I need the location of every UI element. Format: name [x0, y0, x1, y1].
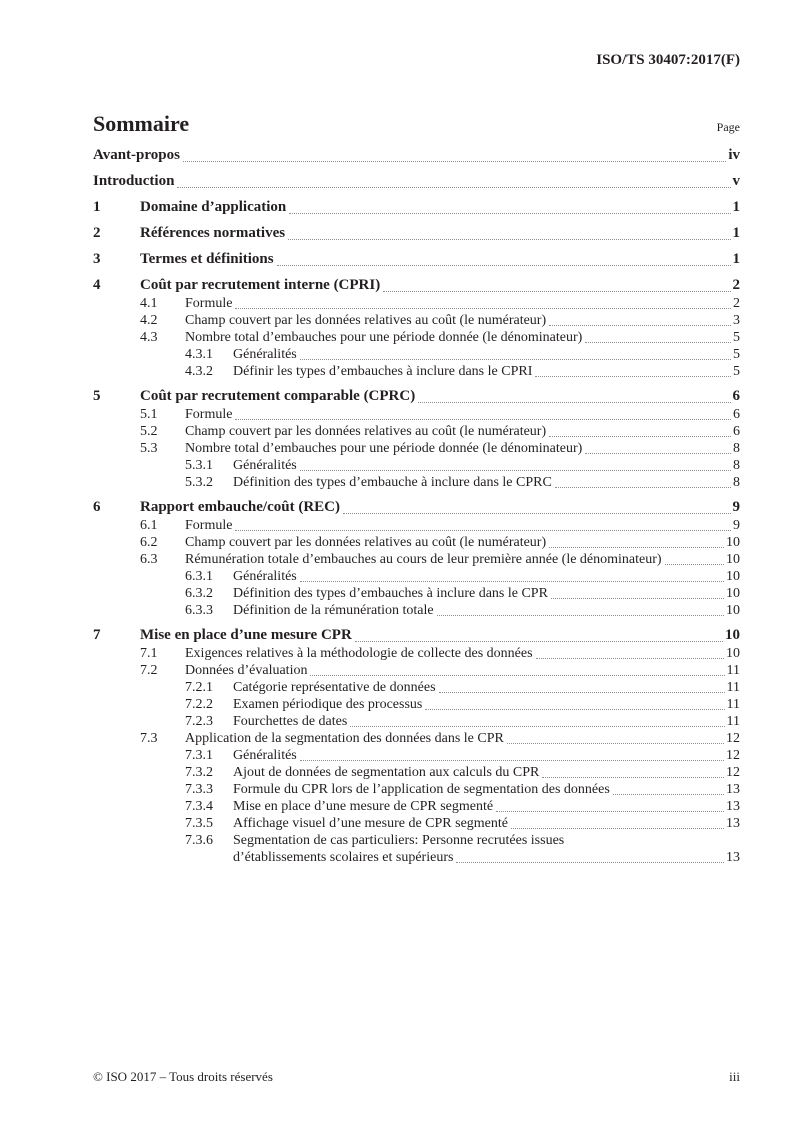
toc-entry-number: 7.3.4 — [185, 799, 213, 814]
toc-entry-number: 7.3.2 — [185, 765, 213, 780]
document-reference: ISO/TS 30407:2017(F) — [596, 52, 740, 68]
dot-leader — [549, 547, 724, 548]
toc-entry-title: Nombre total d’embauches pour une période donnée (le dénominateur) — [185, 330, 583, 345]
toc-entry-title: Définition des types d’embauches à inclure dans le CPR — [233, 586, 548, 601]
dot-leader — [496, 811, 724, 812]
toc-entry-page: 10 — [726, 603, 740, 618]
toc-entry-title: Segmentation de cas particuliers: Personne recrutées issues — [233, 833, 565, 848]
toc-entry-page: 13 — [726, 816, 740, 831]
toc-entry-title: Catégorie représentative de données — [233, 680, 436, 695]
toc-entry-page: 8 — [733, 458, 740, 473]
toc-entry-title: Avant-propos — [93, 147, 180, 163]
dot-leader — [310, 675, 724, 676]
toc-entry-title: Rapport embauche/coût (REC) — [140, 499, 340, 515]
toc-entry-title: Fourchettes de dates — [233, 714, 348, 729]
toc-entry[interactable] — [93, 747, 740, 764]
dot-leader — [235, 530, 731, 531]
toc-entry-title: Définition des types d’embauche à inclure dans le CPRC — [233, 475, 552, 490]
toc-entry[interactable] — [93, 832, 740, 849]
toc-entry[interactable] — [93, 534, 740, 551]
dot-leader — [418, 402, 730, 403]
dot-leader — [536, 658, 724, 659]
page-column-label: Page — [716, 120, 740, 134]
copyright-notice: © ISO 2017 – Tous droits réservés — [93, 1069, 273, 1084]
toc-entry-page: 9 — [733, 518, 740, 533]
toc-entry-title: Formule — [185, 518, 233, 533]
toc-entry-number: 5.3 — [140, 441, 158, 456]
toc-entry[interactable] — [93, 172, 740, 191]
dot-leader — [542, 777, 724, 778]
toc-entry-title: Champ couvert par les données relatives au coût (le numérateur) — [185, 424, 547, 439]
toc-entry[interactable] — [93, 626, 740, 645]
toc-entry-page: 12 — [726, 748, 740, 763]
dot-leader — [549, 436, 731, 437]
toc-entry-page: 13 — [726, 799, 740, 814]
toc-entry[interactable] — [93, 363, 740, 380]
toc-entry[interactable] — [93, 764, 740, 781]
toc-entry[interactable] — [93, 781, 740, 798]
toc-entry-number: 7.3 — [140, 731, 158, 746]
dot-leader — [300, 581, 724, 582]
toc-entry-number: 4.2 — [140, 313, 158, 328]
toc-entry-page: 12 — [726, 731, 740, 746]
toc-entry-title: Formule — [185, 296, 233, 311]
dot-leader — [277, 265, 731, 266]
toc-entry-number: 7.1 — [140, 646, 158, 661]
dot-leader — [555, 487, 731, 488]
toc-entry[interactable] — [93, 713, 740, 730]
dot-leader — [665, 564, 724, 565]
toc-entry-number: 7 — [93, 627, 101, 643]
toc-entry[interactable] — [93, 406, 740, 423]
toc-entry-title: Coût par recrutement interne (CPRI) — [140, 277, 381, 293]
page-title: Sommaire — [93, 111, 190, 136]
toc-entry[interactable] — [93, 798, 740, 815]
toc-entry[interactable] — [93, 815, 740, 832]
toc-entry[interactable] — [93, 312, 740, 329]
dot-leader — [511, 828, 724, 829]
toc-entry-page: 13 — [726, 850, 740, 865]
toc-entry[interactable] — [93, 498, 740, 517]
toc-entry-page: 11 — [726, 680, 740, 695]
toc-entry-number: 5.3.1 — [185, 458, 213, 473]
toc-entry-title: Coût par recrutement comparable (CPRC) — [140, 388, 416, 404]
toc-entry-number: 4.3.2 — [185, 364, 213, 379]
toc-entry-number: 7.3.3 — [185, 782, 213, 797]
dot-leader — [177, 187, 730, 188]
toc-entry[interactable] — [93, 662, 740, 679]
toc-entry[interactable] — [93, 276, 740, 295]
toc-entry-page: 5 — [733, 330, 740, 345]
dot-leader — [437, 615, 724, 616]
toc-entry[interactable] — [93, 568, 740, 585]
toc-entry-title: Formule — [185, 407, 233, 422]
toc-entry-title: Généralités — [233, 347, 297, 362]
toc-entry-number: 7.2.3 — [185, 714, 213, 729]
dot-leader — [183, 161, 726, 162]
toc-entry-title: Exigences relatives à la méthodologie de collecte des données — [185, 646, 533, 661]
toc-entry-page: v — [732, 173, 740, 189]
toc-header — [93, 111, 740, 137]
toc-entry[interactable] — [93, 387, 740, 406]
toc-entry-page: 6 — [733, 424, 740, 439]
toc-entry-title: Généralités — [233, 748, 297, 763]
toc-entry[interactable] — [93, 457, 740, 474]
toc-entry-number: 1 — [93, 199, 101, 215]
toc-entry[interactable] — [93, 329, 740, 346]
toc-entry-page: 5 — [733, 364, 740, 379]
toc-entry-number: 4.3.1 — [185, 347, 213, 362]
toc-entry-page: 10 — [726, 646, 740, 661]
dot-leader — [439, 692, 725, 693]
page-content — [93, 0, 740, 866]
dot-leader — [350, 726, 724, 727]
toc-entry-page: 3 — [733, 313, 740, 328]
toc-entry-number: 4 — [93, 277, 101, 293]
toc-entry-page: 6 — [733, 407, 740, 422]
toc-entry-page: 12 — [726, 765, 740, 780]
toc-entry-title: Mise en place d’une mesure CPR — [140, 627, 352, 643]
toc-entry[interactable] — [93, 224, 740, 243]
toc-entry-page: 6 — [732, 388, 740, 404]
toc-entry-number: 7.2.1 — [185, 680, 213, 695]
toc-entry-number: 6.1 — [140, 518, 158, 533]
dot-leader — [235, 308, 731, 309]
toc-entry[interactable] — [93, 474, 740, 491]
toc-entry-page: 2 — [732, 277, 740, 293]
dot-leader — [343, 513, 731, 514]
toc-entry-page: 1 — [732, 251, 740, 267]
toc-entry[interactable] — [93, 696, 740, 713]
toc-entry-title: Application de la segmentation des données dans le CPR — [185, 731, 504, 746]
toc-entry-number: 5.1 — [140, 407, 158, 422]
toc-entry[interactable] — [93, 346, 740, 363]
toc-entry-page: 13 — [726, 782, 740, 797]
toc-entry[interactable] — [93, 585, 740, 602]
dot-leader — [300, 760, 724, 761]
dot-leader — [507, 743, 724, 744]
toc-entry-number: 5.2 — [140, 424, 158, 439]
toc-entry-title: Définition de la rémunération totale — [233, 603, 434, 618]
toc-entry-page: 10 — [726, 535, 740, 550]
toc-entry-page: 10 — [725, 627, 740, 643]
dot-leader — [425, 709, 724, 710]
toc-entry-number: 4.3 — [140, 330, 158, 345]
dot-leader — [613, 794, 724, 795]
toc-entry-page: 8 — [733, 441, 740, 456]
toc-entry-number: 6.3 — [140, 552, 158, 567]
toc-entry-title: Définir les types d’embauches à inclure dans le CPRI — [233, 364, 533, 379]
toc-entry-title: Généralités — [233, 569, 297, 584]
page-footer — [93, 1069, 740, 1084]
toc-entry-title: Rémunération totale d’embauches au cours de leur première année (le dénominateur) — [185, 552, 662, 567]
dot-leader — [456, 862, 724, 863]
dot-leader — [355, 641, 723, 642]
toc-entry-page: 8 — [733, 475, 740, 490]
toc-entry-page: 1 — [732, 199, 740, 215]
toc-entry-number: 6.2 — [140, 535, 158, 550]
toc-entry[interactable] — [93, 146, 740, 165]
toc-entry-title: Mise en place d’une mesure de CPR segmenté — [233, 799, 494, 814]
toc-entry-title: Examen périodique des processus — [233, 697, 423, 712]
toc-entry-title: Ajout de données de segmentation aux calculs du CPR — [233, 765, 540, 780]
toc-entry-page: 11 — [726, 663, 740, 678]
dot-leader — [585, 342, 731, 343]
toc-entry-page: iv — [728, 147, 740, 163]
toc-entry-title: Généralités — [233, 458, 297, 473]
toc-entry-number: 6.3.3 — [185, 603, 213, 618]
toc-entry-page: 11 — [726, 714, 740, 729]
toc-entry-title: Domaine d’application — [140, 199, 287, 215]
toc-entry-page: 10 — [726, 569, 740, 584]
dot-leader — [549, 325, 731, 326]
toc-entry-page: 2 — [733, 296, 740, 311]
toc-entry[interactable] — [93, 551, 740, 568]
toc-entry-title: d’établissements scolaires et supérieurs — [233, 850, 454, 865]
dot-leader — [235, 419, 731, 420]
toc-entry-number: 7.3.6 — [185, 833, 213, 848]
toc-entry[interactable] — [93, 250, 740, 269]
toc-entry-number: 3 — [93, 251, 101, 267]
toc-entry-number: 7.3.1 — [185, 748, 213, 763]
toc-entry-title: Champ couvert par les données relatives au coût (le numérateur) — [185, 535, 547, 550]
toc-entry-number: 2 — [93, 225, 101, 241]
toc-entry-number: 7.3.5 — [185, 816, 213, 831]
toc-entry[interactable] — [93, 440, 740, 457]
toc-entry-number: 6.3.2 — [185, 586, 213, 601]
toc-entry-number: 7.2.2 — [185, 697, 213, 712]
toc-entry-title: Formule du CPR lors de l’application de segmentation des données — [233, 782, 610, 797]
dot-leader — [300, 470, 731, 471]
toc-entry[interactable] — [93, 602, 740, 619]
toc-entry-title: Introduction — [93, 173, 175, 189]
toc-entry[interactable] — [93, 198, 740, 217]
toc-entry-title: Données d’évaluation — [185, 663, 308, 678]
toc-entry-page: 10 — [726, 586, 740, 601]
toc-entry-page: 1 — [732, 225, 740, 241]
toc-entry[interactable] — [93, 517, 740, 534]
dot-leader — [535, 376, 731, 377]
toc-entry[interactable] — [93, 645, 740, 662]
toc-entry-title: Affichage visuel d’une mesure de CPR segmenté — [233, 816, 509, 831]
toc-entry[interactable] — [93, 423, 740, 440]
toc-entry-title: Champ couvert par les données relatives au coût (le numérateur) — [185, 313, 547, 328]
toc-entry[interactable] — [93, 679, 740, 696]
dot-leader — [383, 291, 730, 292]
toc-entry-title: Termes et définitions — [140, 251, 274, 267]
toc-entry-page: 9 — [732, 499, 740, 515]
folio-page-number: iii — [729, 1069, 740, 1084]
toc-entry-number: 4.1 — [140, 296, 158, 311]
toc-entry-number: 6.3.1 — [185, 569, 213, 584]
toc-entry-number: 7.2 — [140, 663, 158, 678]
toc-entry[interactable] — [93, 849, 740, 866]
dot-leader — [289, 213, 730, 214]
toc-entry-title: Nombre total d’embauches pour une période donnée (le dénominateur) — [185, 441, 583, 456]
toc-entry-page: 10 — [726, 552, 740, 567]
toc-list — [93, 146, 740, 866]
dot-leader — [300, 359, 731, 360]
toc-entry-title: Références normatives — [140, 225, 286, 241]
toc-entry-number: 5 — [93, 388, 101, 404]
toc-entry[interactable] — [93, 730, 740, 747]
toc-entry-number: 5.3.2 — [185, 475, 213, 490]
dot-leader — [585, 453, 731, 454]
toc-entry-number: 6 — [93, 499, 101, 515]
toc-entry[interactable] — [93, 295, 740, 312]
toc-entry-page: 5 — [733, 347, 740, 362]
dot-leader — [288, 239, 730, 240]
dot-leader — [551, 598, 724, 599]
toc-entry-page: 11 — [726, 697, 740, 712]
